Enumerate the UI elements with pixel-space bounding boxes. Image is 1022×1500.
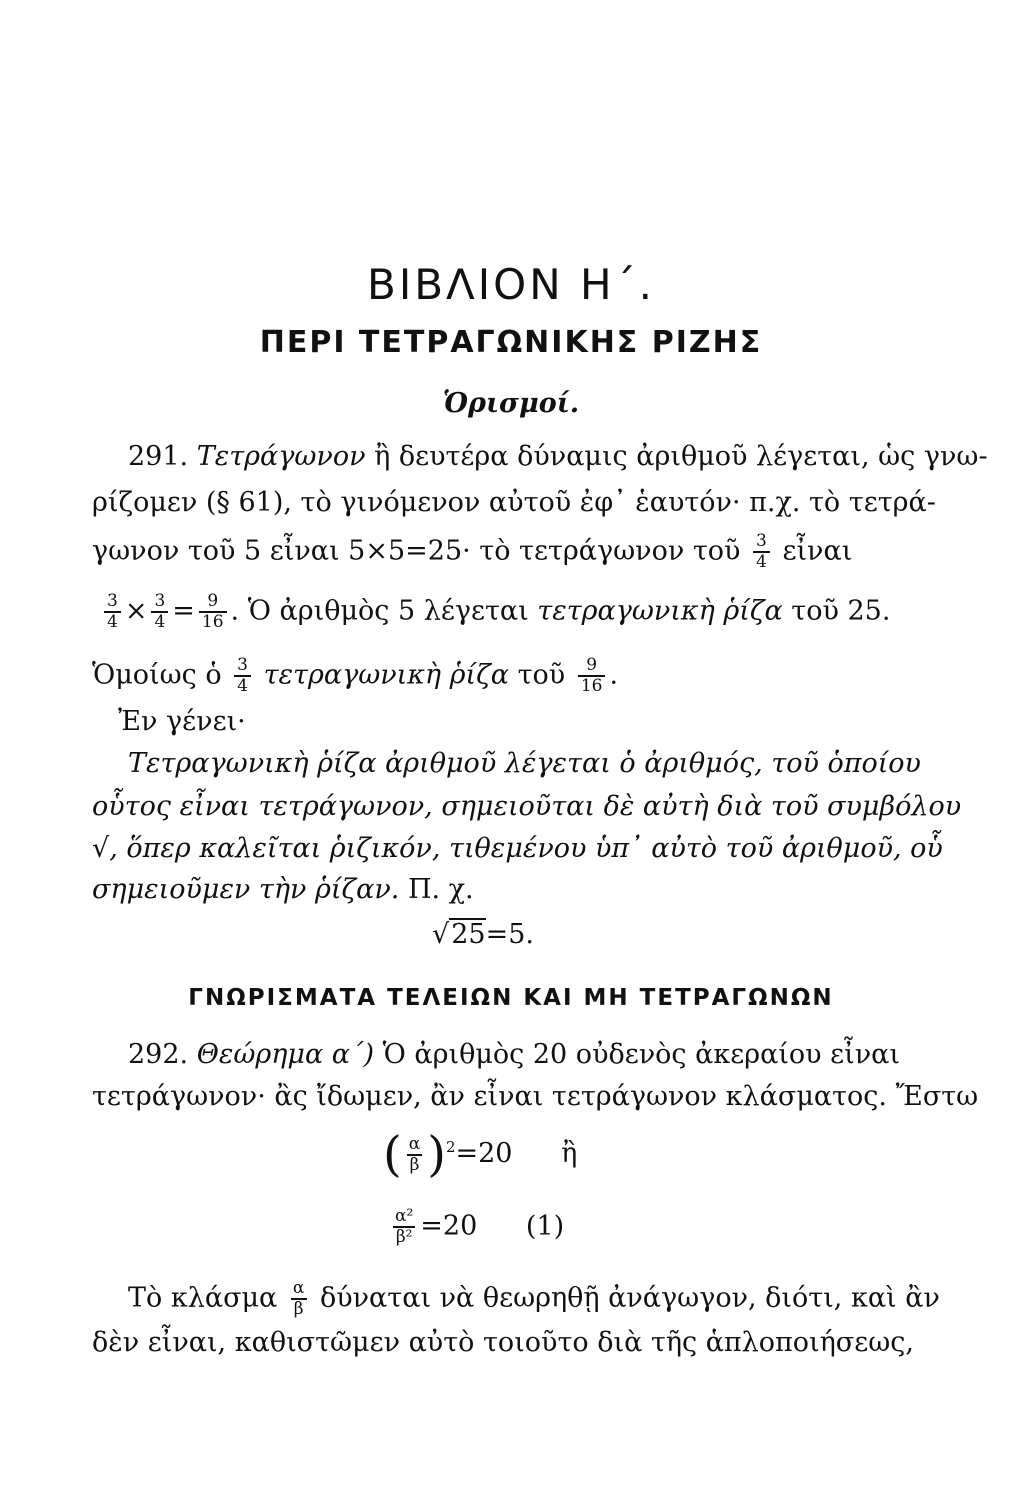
p291-l5b: τετραγωνικὴ ῥίζα — [263, 659, 510, 691]
p291-line-4 — [100, 592, 890, 632]
definition-line-2: οὗτος εἶναι τετράγωνον, σημειοῦται δὲ αὐτὴ διὰ τοῦ συμβόλου — [92, 791, 962, 822]
book-title: ΒΙΒΛΙΟΝ Η΄. — [367, 260, 655, 309]
fraction-numerator: 9 — [586, 655, 598, 675]
equation-1 — [383, 1126, 578, 1183]
fraction-denominator: 4 — [234, 675, 251, 696]
equation-2-label: (1) — [525, 1210, 565, 1242]
equation-1-rhs: =20 — [455, 1138, 513, 1169]
fraction-numerator: 3 — [154, 591, 166, 611]
fraction-denominator: 4 — [151, 611, 168, 632]
p291-line-6: Ἐν γένει· — [118, 706, 246, 737]
fraction-numerator: α² — [395, 1206, 414, 1226]
p292-number: 292. — [128, 1039, 189, 1070]
p291-l4-end: τοῦ 25. — [782, 595, 891, 627]
fraction-denominator: 4 — [753, 551, 770, 572]
fraction-3-4 — [104, 592, 121, 632]
equals-sign: = — [172, 595, 195, 627]
fraction-3-4 — [151, 592, 168, 632]
p292-line-2: τετράγωνον· ἂς ἴδωμεν, ἂν εἶναι τετράγωνον κλάσματος. Ἔστω — [92, 1081, 979, 1112]
fraction-numerator: α — [408, 1133, 421, 1154]
definitions-heading: Ὁρισμοί. — [442, 388, 580, 419]
p292-l3b: δύναται νὰ θεωρηθῇ ἀνάγωγον, διότι, καὶ ἂν — [319, 1282, 940, 1314]
p292-l1-rest: Ὁ ἀριθμὸς 20 οὐδενὸς ἀκεραίου εἶναι — [374, 1039, 900, 1070]
fraction-9-16 — [199, 592, 227, 632]
fraction-denominator: 4 — [104, 611, 121, 632]
close-paren: ) — [427, 1126, 446, 1183]
section-heading: ΓΝΩΡΙΣΜΑΤΑ ΤΕΛΕΙΩΝ ΚΑΙ ΜΗ ΤΕΤΡΑΓΩΝΩΝ — [188, 985, 834, 1011]
p291-l5c: τοῦ — [509, 659, 566, 691]
fraction-3-4 — [753, 532, 770, 572]
equation-2 — [388, 1207, 564, 1247]
p291-l5a: Ὁμοίως ὁ — [92, 659, 222, 691]
p292-line-1 — [128, 1038, 900, 1072]
fraction-3-4 — [234, 656, 251, 696]
fraction-denominator: 16 — [578, 675, 606, 696]
exponent: 2 — [445, 1138, 456, 1156]
fraction-a-b — [406, 1135, 423, 1175]
radicand: 25 — [451, 919, 486, 950]
p291-l1-rest: ἢ δευτέρα δύναμις ἀριθμοῦ λέγεται, ὡς γνω- — [365, 441, 988, 472]
fraction-denominator: β — [407, 1154, 423, 1175]
fraction-numerator: α — [292, 1278, 305, 1298]
equation-1-or: ἢ — [561, 1138, 578, 1169]
radical-symbol: √ — [92, 833, 110, 864]
chapter-title: ΠΕΡΙ ΤΕΤΡΑΓΩΝΙΚΗΣ ΡΙΖΗΣ — [259, 325, 763, 360]
p291-line-3 — [92, 532, 852, 572]
p291-line-1 — [128, 440, 988, 474]
p292-l3a: Τὸ κλάσμα — [128, 1282, 278, 1314]
p291-def-l4b: Π. χ. — [399, 874, 474, 905]
p291-def-l4a: σημειοῦμεν τὴν ῥίζαν. — [92, 874, 400, 905]
radical-symbol: √ — [432, 919, 450, 950]
fraction-denominator: β — [291, 1298, 307, 1319]
fraction-a-b — [290, 1279, 307, 1319]
fraction-a2-b2 — [392, 1207, 416, 1247]
definition-line-3 — [92, 832, 943, 866]
equation-rest: =5. — [485, 919, 534, 950]
definition-line-4 — [92, 873, 474, 907]
fraction-numerator: 3 — [107, 591, 118, 611]
term-square-root: τετραγωνικὴ ῥίζα — [528, 595, 783, 627]
p291-l3b: εἶναι — [782, 535, 853, 567]
p292-line-3 — [128, 1279, 940, 1319]
fraction-numerator: 3 — [237, 655, 248, 675]
sqrt-equation — [432, 918, 534, 952]
fraction-numerator: 9 — [207, 591, 219, 611]
fraction-numerator: 3 — [756, 531, 767, 551]
p291-line-5: Ὁμοίως ὁ $\frac{3}{4}$ τετραγωνικὴ ῥίζα τοῦ $\frac{9}{16}$ . — [92, 655, 619, 696]
definition-line-1: Τετραγωνικὴ ῥίζα ἀριθμοῦ λέγεται ὁ ἀριθμός, τοῦ ὁποίου — [128, 748, 921, 779]
term-square: Τετράγωνον — [196, 441, 366, 472]
fraction-denominator: β² — [393, 1226, 416, 1247]
p291-l3a: γωνον τοῦ 5 εἶναι 5×5=25· τὸ τετράγωνον τοῦ — [92, 535, 741, 567]
fraction-9-16 — [578, 656, 606, 696]
p291-def-l3b: , ὅπερ καλεῖται ῥιζικόν, τιθεμένου ὑπ᾽ αὐτὸ τοῦ ἀριθμοῦ, οὗ — [109, 833, 943, 864]
p292-line-4: δὲν εἶναι, καθιστῶμεν αὐτὸ τοιοῦτο διὰ τῆς ἁπλοποιήσεως, — [92, 1327, 914, 1358]
equation-2-rhs: =20 — [420, 1210, 478, 1242]
fraction-denominator: 16 — [199, 611, 227, 632]
open-paren: ( — [383, 1126, 402, 1183]
p291-number: 291. — [128, 441, 189, 472]
p291-l4-text: . Ὁ ἀριθμὸς 5 λέγεται — [230, 595, 529, 627]
p291-line-2: ρίζομεν (§ 61), τὸ γινόμενον αὐτοῦ ἐφ᾽ ἑαυτόν· π.χ. τὸ τετρά- — [92, 487, 936, 518]
times-sign: × — [124, 595, 148, 627]
theorem-label: Θεώρημα α΄) — [196, 1039, 375, 1070]
